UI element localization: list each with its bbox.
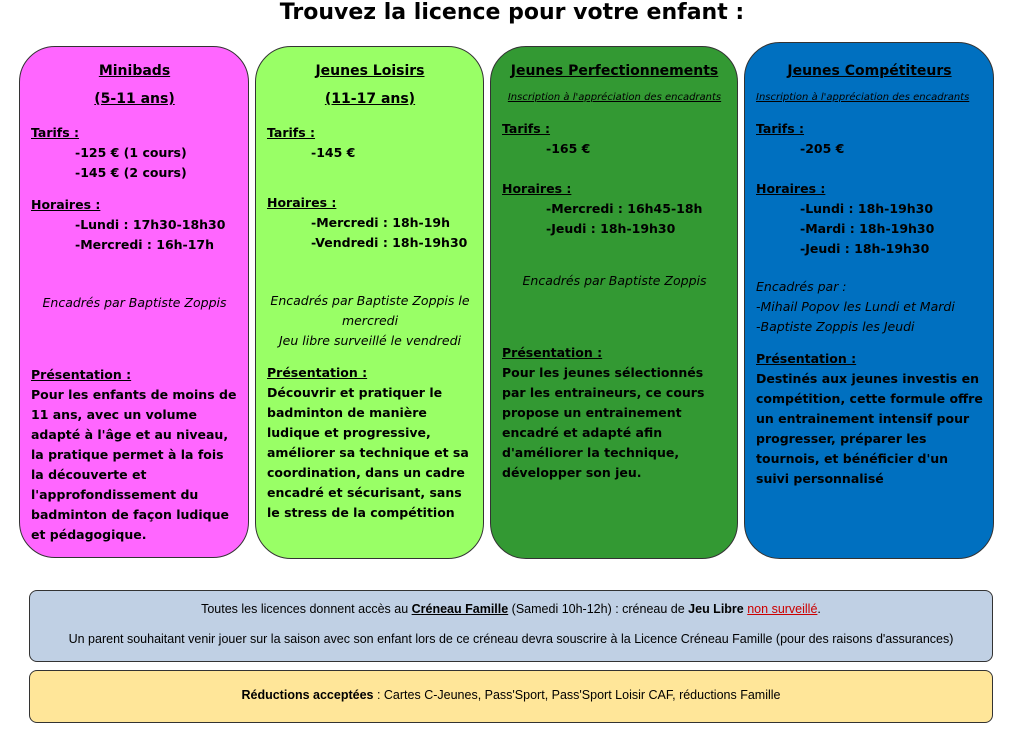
- card-note: Inscription à l'appréciation des encadrants: [756, 92, 970, 103]
- tarifs-list: [31, 143, 238, 183]
- presentation-text: Découvrir et pratiquer le badminton de manière ludique et progressive, améliorer sa technique et sa coordination, dans un cadre encadré et sécurisant, sans le stress de la compétition: [267, 385, 469, 520]
- presentation-text: Pour les enfants de moins de 11 ans, avec un volume adapté à l'âge et au niveau, la pratique permet à la fois la découverte et l'approfondissement du badminton de façon ludique et pédagogique.: [31, 387, 237, 542]
- card-minibads: [19, 46, 249, 558]
- tarif-item: -125 € (1 cours): [75, 145, 187, 160]
- text-segment: .: [817, 602, 821, 616]
- horaires-label: Horaires :: [267, 195, 337, 210]
- tarifs-label: Tarifs :: [756, 121, 805, 136]
- reductions-label: Réductions acceptées: [241, 688, 374, 702]
- horaire-item: -Mercredi : 18h-19h: [311, 215, 451, 230]
- creneau-famille-label: Créneau Famille: [411, 602, 509, 616]
- encadres-text: [267, 291, 473, 351]
- card-note: Inscription à l'appréciation des encadrants: [507, 92, 722, 103]
- presentation-text: Pour les jeunes sélectionnés par les entraineurs, ce cours propose un entrainement encadré et adapté afin d'améliorer la technique, développer son jeu.: [502, 365, 705, 480]
- horaires-list: [756, 199, 983, 259]
- presentation-label: Présentation :: [756, 351, 857, 366]
- tarif-item: -145 € (2 cours): [75, 165, 187, 180]
- presentation-text: Destinés aux jeunes investis en compétition, cette formule offre un entrainement intensif pour progresser, préparer les tournois, et bénéficier d'un suivi personnalisé: [756, 371, 983, 486]
- encadres-line: -Baptiste Zoppis les Jeudi: [756, 319, 915, 334]
- creneau-famille-line1: [30, 599, 992, 619]
- presentation-label: Présentation :: [267, 365, 368, 380]
- horaire-item: -Jeudi : 18h-19h30: [546, 221, 676, 236]
- card-jeunes-competiteurs: [744, 42, 994, 559]
- tarifs-label: Tarifs :: [267, 125, 316, 140]
- tarif-item: -165 €: [546, 141, 591, 156]
- card-jeunes-loisirs: [255, 46, 484, 559]
- card-jeunes-perfectionnements: [490, 46, 738, 559]
- card-title: Jeunes Perfectionnements: [510, 63, 719, 79]
- encadres-text: [502, 271, 727, 291]
- card-title: Minibads: [98, 63, 171, 79]
- page-title: Trouvez la licence pour votre enfant :: [279, 0, 745, 25]
- card-age: (11-17 ans): [324, 91, 416, 107]
- card-title: Jeunes Loisirs: [315, 63, 425, 79]
- horaires-list: [502, 199, 727, 239]
- horaire-item: -Mercredi : 16h-17h: [75, 237, 215, 252]
- encadres-text: [756, 277, 983, 337]
- creneau-famille-line2: Un parent souhaitant venir jouer sur la saison avec son enfant lors de ce créneau devra souscrire à la Licence Créneau Famille (pour des raisons d'assurances): [68, 632, 954, 646]
- encadres-line: Jeu libre surveillé le vendredi: [278, 333, 462, 348]
- jeu-libre-label: Jeu Libre: [688, 602, 744, 616]
- horaire-item: -Lundi : 18h-19h30: [800, 201, 934, 216]
- horaire-item: -Lundi : 17h30-18h30: [75, 217, 226, 232]
- text-segment: (Samedi 10h-12h) : créneau de: [508, 602, 689, 616]
- horaire-item: -Vendredi : 18h-19h30: [311, 235, 468, 250]
- horaire-item: -Mardi : 18h-19h30: [800, 221, 935, 236]
- tarif-item: -145 €: [311, 145, 356, 160]
- encadres-line: Encadrés par Baptiste Zoppis le mercredi: [270, 293, 470, 328]
- tarifs-label: Tarifs :: [31, 125, 80, 140]
- non-surveille-label: non surveillé: [747, 602, 818, 616]
- tarifs-label: Tarifs :: [502, 121, 551, 136]
- text-segment: Toutes les licences donnent accès au: [201, 602, 412, 616]
- reductions-line: [30, 685, 992, 705]
- horaire-item: -Jeudi : 18h-19h30: [800, 241, 930, 256]
- tarifs-list: [267, 143, 473, 163]
- encadres-line: -Mihail Popov les Lundi et Mardi: [756, 299, 955, 314]
- presentation-label: Présentation :: [31, 367, 132, 382]
- card-title: Jeunes Compétiteurs: [787, 63, 952, 79]
- horaire-item: -Mercredi : 16h45-18h: [546, 201, 703, 216]
- encadres-line: Encadrés par Baptiste Zoppis: [42, 295, 227, 310]
- encadres-line: Encadrés par :: [756, 279, 847, 294]
- card-age: (5-11 ans): [94, 91, 175, 107]
- tarifs-list: [756, 139, 983, 159]
- horaires-list: [31, 215, 238, 255]
- horaires-label: Horaires :: [502, 181, 572, 196]
- reductions-text: : Cartes C-Jeunes, Pass'Sport, Pass'Sport Loisir CAF, réductions Famille: [373, 688, 781, 702]
- tarif-item: -205 €: [800, 141, 845, 156]
- horaires-list: [267, 213, 473, 253]
- reductions-box: [29, 670, 993, 723]
- tarifs-list: [502, 139, 727, 159]
- presentation-label: Présentation :: [502, 345, 603, 360]
- horaires-label: Horaires :: [756, 181, 826, 196]
- creneau-famille-box: [29, 590, 993, 662]
- horaires-label: Horaires :: [31, 197, 101, 212]
- encadres-line: Encadrés par Baptiste Zoppis: [522, 273, 707, 288]
- encadres-text: [31, 293, 238, 313]
